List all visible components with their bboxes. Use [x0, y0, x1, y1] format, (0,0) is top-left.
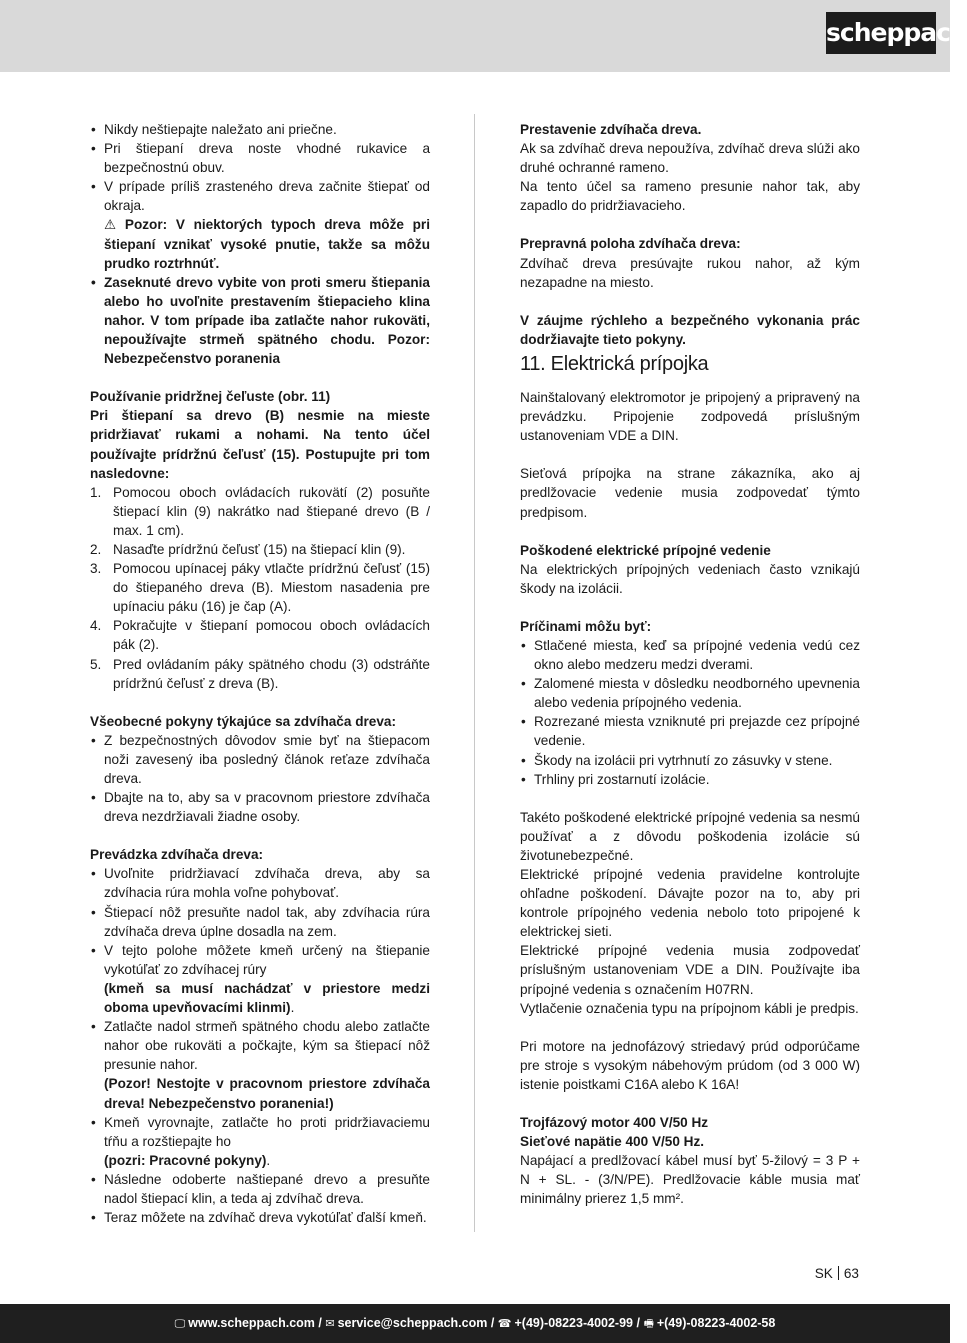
- list-item: • Teraz môžete na zdvíhač dreva vykotúľať ďalší kmeň.: [90, 1208, 430, 1227]
- item-end: .: [290, 1000, 295, 1016]
- step-number: 4.: [90, 618, 102, 634]
- spacer: [520, 292, 860, 311]
- step-text: Nasaďte prídržnú čeľusť (15) na štiepací klin (9).: [113, 541, 406, 557]
- list-item: • Zaseknuté drevo vybite von proti smeru štiepania alebo ho uvoľnite prestavením štiepacieho klina nahor. V tom prípade iba zatlačte nahor rukoväti, nepoužívajte strmeň spätného chodu. Pozor: Nebezpečenstvo poranenia: [90, 273, 430, 368]
- list-item: [90, 1017, 430, 1112]
- step-item: [90, 540, 430, 559]
- causes-list: [520, 636, 860, 789]
- section-intro: Pri štiepaní sa drevo (B) nesmie na mieste pridržiavať rukami a nohami. Na tento účel používajte prídržnú čeľusť (15). Postupujte pri tom nasledovne:: [90, 408, 430, 481]
- mail-icon: ✉: [325, 1317, 335, 1330]
- bold-bullet-list: [90, 273, 430, 368]
- column-divider: [474, 114, 475, 1232]
- page-separator: [838, 1266, 839, 1280]
- operation-list: [90, 864, 430, 1227]
- list-item: • Trhliny pri zostarnutí izolácie.: [520, 770, 860, 789]
- section-heading: Používanie pridržnej čeľuste (obr. 11): [90, 389, 331, 405]
- spacer: [90, 826, 430, 845]
- safety-bullet-list: [90, 120, 430, 215]
- section-heading: Všeobecné pokyny týkajúce sa zdvíhača dreva:: [90, 713, 397, 729]
- list-item: • Pri štiepaní dreva noste vhodné rukavice a bezpečnostnú obuv.: [90, 139, 430, 177]
- paragraph: Nainštalovaný elektromotor je pripojený a pripravený na prevádzku. Pripojenie zodpovedá príslušným ustanoveniam VDE a DIN.: [520, 390, 860, 444]
- spacer: [520, 215, 860, 234]
- fax-icon: 🖷: [643, 1317, 654, 1330]
- footer-separator: /: [318, 1316, 322, 1330]
- voltage-spec-heading: Sieťové napätie 400 V/50 Hz.: [520, 1134, 705, 1150]
- list-item: • Následne odoberte naštiepané drevo a presuňte nadol štiepací klin, a teda aj zdvíhač dreva.: [90, 1170, 430, 1208]
- section-heading: Príčinami môžu byť:: [520, 618, 652, 634]
- fax-number: +(49)-08223-4002-58: [656, 1316, 776, 1330]
- warning-triangle-icon: ⚠: [104, 217, 117, 233]
- section-heading: Prestavenie zdvíhača dreva.: [520, 122, 702, 137]
- brand-logo: scheppach: [826, 12, 936, 54]
- item-bold-text: (kmeň sa musí nachádzať v priestore medzi oboma upevňovacími klinmi): [104, 980, 430, 1016]
- section-title: 11. Elektrická prípojka: [520, 352, 709, 375]
- list-item: • Rozrezané miesta vzniknuté pri prejazde cez prípojné vedenie.: [520, 712, 860, 750]
- page-number-value: 63: [843, 1266, 859, 1281]
- bold-instruction: V záujme rýchleho a bezpečného vykonania prác dodržiavajte tieto pokyny.: [520, 312, 860, 347]
- footer-separator: /: [490, 1316, 495, 1330]
- paragraph: Na tento účel sa rameno presunie nahor tak, aby zapadlo do pridržiavacieho.: [520, 179, 860, 214]
- list-item: • Uvoľnite pridržiavací zdvíhača dreva, aby sa zdvíhacia rúra mohla voľne pohybovať.: [90, 864, 430, 902]
- item-text: Kmeň vyrovnajte, zatlačte ho proti pridržiavaciemu tŕňu a rozštiepajte ho: [104, 1114, 430, 1149]
- computer-icon: 🖵: [174, 1317, 186, 1330]
- section-heading: Poškodené elektrické prípojné vedenie: [520, 542, 771, 558]
- paragraph: Elektrické prípojné vedenia musia zodpovedať príslušným ustanoveniam VDE a DIN. Používajte iba prípojné vedenia s označením H07RN.: [520, 943, 860, 997]
- warning-note: [90, 215, 430, 272]
- step-text: Pomocou oboch ovládacích rukovätí (2) posuňte štiepací klin (9) nakrátko nad štiepané drevo (B / max. 1 cm).: [113, 484, 430, 538]
- phone-number: +(49)-08223-4002-99: [514, 1316, 633, 1330]
- phone-icon: ☎: [497, 1317, 512, 1330]
- step-number: 3.: [90, 561, 102, 577]
- list-item: [90, 941, 430, 1017]
- list-item: • Stlačené miesta, keď sa prípojné vedenia vedú cez okno alebo medzeru medzi dverami.: [520, 636, 860, 674]
- list-item: • Škody na izolácii pri vytrhnutí zo zásuvky v stene.: [520, 751, 860, 770]
- list-item: • Dbajte na to, aby sa v pracovnom priestore zdvíhača dreva nezdržiavali žiadne osoby.: [90, 788, 430, 826]
- spacer: [520, 522, 860, 541]
- list-item: • Nikdy neštiepajte naležato ani priečne.: [90, 120, 430, 139]
- spacer: [90, 693, 430, 712]
- motor-spec-heading: Trojfázový motor 400 V/50 Hz: [520, 1115, 709, 1131]
- paragraph: Elektrické prípojné vedenia pravidelne kontrolujte ohľadne poškodení. Dávajte pozor na to, aby pri kontrole prípojného vedenia nebolo toto pripojené k elektrickej sieti.: [520, 867, 860, 940]
- step-text: Pomocou upínacej páky vtlačte prídržnú čeľusť (15) do štiepaného dreva (B). Miestom nasadenia pre upínaciu páku (16) je čap (A).: [113, 561, 430, 615]
- spacer: [520, 1094, 860, 1113]
- item-bold-text: (pozri: Pracovné pokyny): [104, 1152, 267, 1168]
- page-number: [815, 1266, 859, 1281]
- general-notes-list: [90, 731, 430, 826]
- paragraph: Takéto poškodené elektrické prípojné vedenia sa nesmú používať a z dôvodu poškodenia izolácie sú životunebezpečné.: [520, 809, 860, 863]
- section-heading: Prepravná poloha zdvíhača dreva:: [520, 236, 741, 252]
- list-item: • Štiepací nôž presuňte nadol tak, aby zdvíhacia rúra zdvíhača dreva úplne dosadla na zem.: [90, 903, 430, 941]
- step-item: [90, 559, 430, 616]
- right-column: [520, 120, 860, 1209]
- spacer: [520, 445, 860, 464]
- website-link[interactable]: www.scheppach.com: [188, 1316, 315, 1330]
- footer-separator: /: [636, 1316, 640, 1330]
- item-end: .: [266, 1152, 271, 1168]
- header-bar: [0, 0, 967, 72]
- paragraph: Sieťová prípojka na strane zákazníka, ako aj predlžovacie vedenie musia zodpovedať týmto predpisom.: [520, 466, 860, 520]
- steps-list: [90, 483, 430, 693]
- footer-bar: [0, 1304, 950, 1343]
- warning-text: Pozor: V niektorých typoch dreva môže pri štiepaní vznikať vysoké pnutie, takže sa môžu prudko roztrhnúť.: [104, 217, 430, 271]
- step-item: [90, 616, 430, 654]
- left-column: [90, 120, 430, 1227]
- spacer: [520, 789, 860, 808]
- paragraph: Vytlačenie označenia typu na prípojnom kábli je predpis.: [520, 1000, 859, 1016]
- step-text: Pokračujte v štiepaní pomocou oboch ovládacích pák (2).: [113, 618, 430, 653]
- item-text: V tejto polohe môžete kmeň určený na štiepanie vykotúľať zo zdvíhacej rúry: [104, 942, 430, 977]
- paragraph: Zdvíhač dreva presúvajte rukou nahor, až kým nezapadne na miesto.: [520, 255, 860, 290]
- step-item: [90, 483, 430, 540]
- spacer: [520, 598, 860, 617]
- step-number: 1.: [90, 484, 102, 500]
- list-item: • V prípade príliš zrasteného dreva začnite štiepať od okraja.: [90, 177, 430, 215]
- section-heading: Prevádzka zdvíhača dreva:: [90, 847, 264, 863]
- step-item: [90, 655, 430, 693]
- spacer: [90, 368, 430, 387]
- step-number: 2.: [90, 541, 102, 557]
- list-item: • Zalomené miesta v dôsledku neodborného upevnenia alebo vedenia prípojného vedenia.: [520, 674, 860, 712]
- step-text: Pred ovládaním páky spätného chodu (3) odstráňte prídržnú čeľusť z dreva (B).: [113, 656, 430, 691]
- item-bold-text: (Pozor! Nestojte v pracovnom priestore zdvíhača dreva! Nebezpečenstvo poranenia!): [104, 1076, 430, 1111]
- spacer: [520, 1018, 860, 1037]
- paragraph: Napájací a predlžovací kábel musí byť 5-žilový = 3 P + N + SL. - (3/N/PE). Predlžovacie káble musia mať minimálny prierez 1,5 mm².: [520, 1153, 860, 1207]
- email-link[interactable]: service@scheppach.com: [337, 1316, 488, 1330]
- paragraph: Na elektrických prípojných vedeniach často vznikajú škody na izolácii.: [520, 561, 860, 596]
- list-item: • Z bezpečnostných dôvodov smie byť na štiepacom noži zavesený iba posledný článok reťaze zdvíhača dreva.: [90, 731, 430, 788]
- list-item: [90, 1113, 430, 1170]
- paragraph: Pri motore na jednofázový striedavý prúd odporúčame pre stroje s vysokým nábehovým prúdom (od 3 000 W) istenie poistkami C16A alebo K 16A!: [520, 1038, 860, 1092]
- paragraph: Ak sa zdvíhač dreva nepoužíva, zdvíhač dreva slúži ako druhé ochranné rameno.: [520, 141, 860, 176]
- language-code: SK: [814, 1266, 833, 1281]
- step-number: 5.: [90, 656, 102, 672]
- item-text: Zatlačte nadol strmeň spätného chodu alebo zatlačte nahor obe rukoväti a počkajte, kým sa štiepací nôž presunie nahor.: [104, 1019, 430, 1073]
